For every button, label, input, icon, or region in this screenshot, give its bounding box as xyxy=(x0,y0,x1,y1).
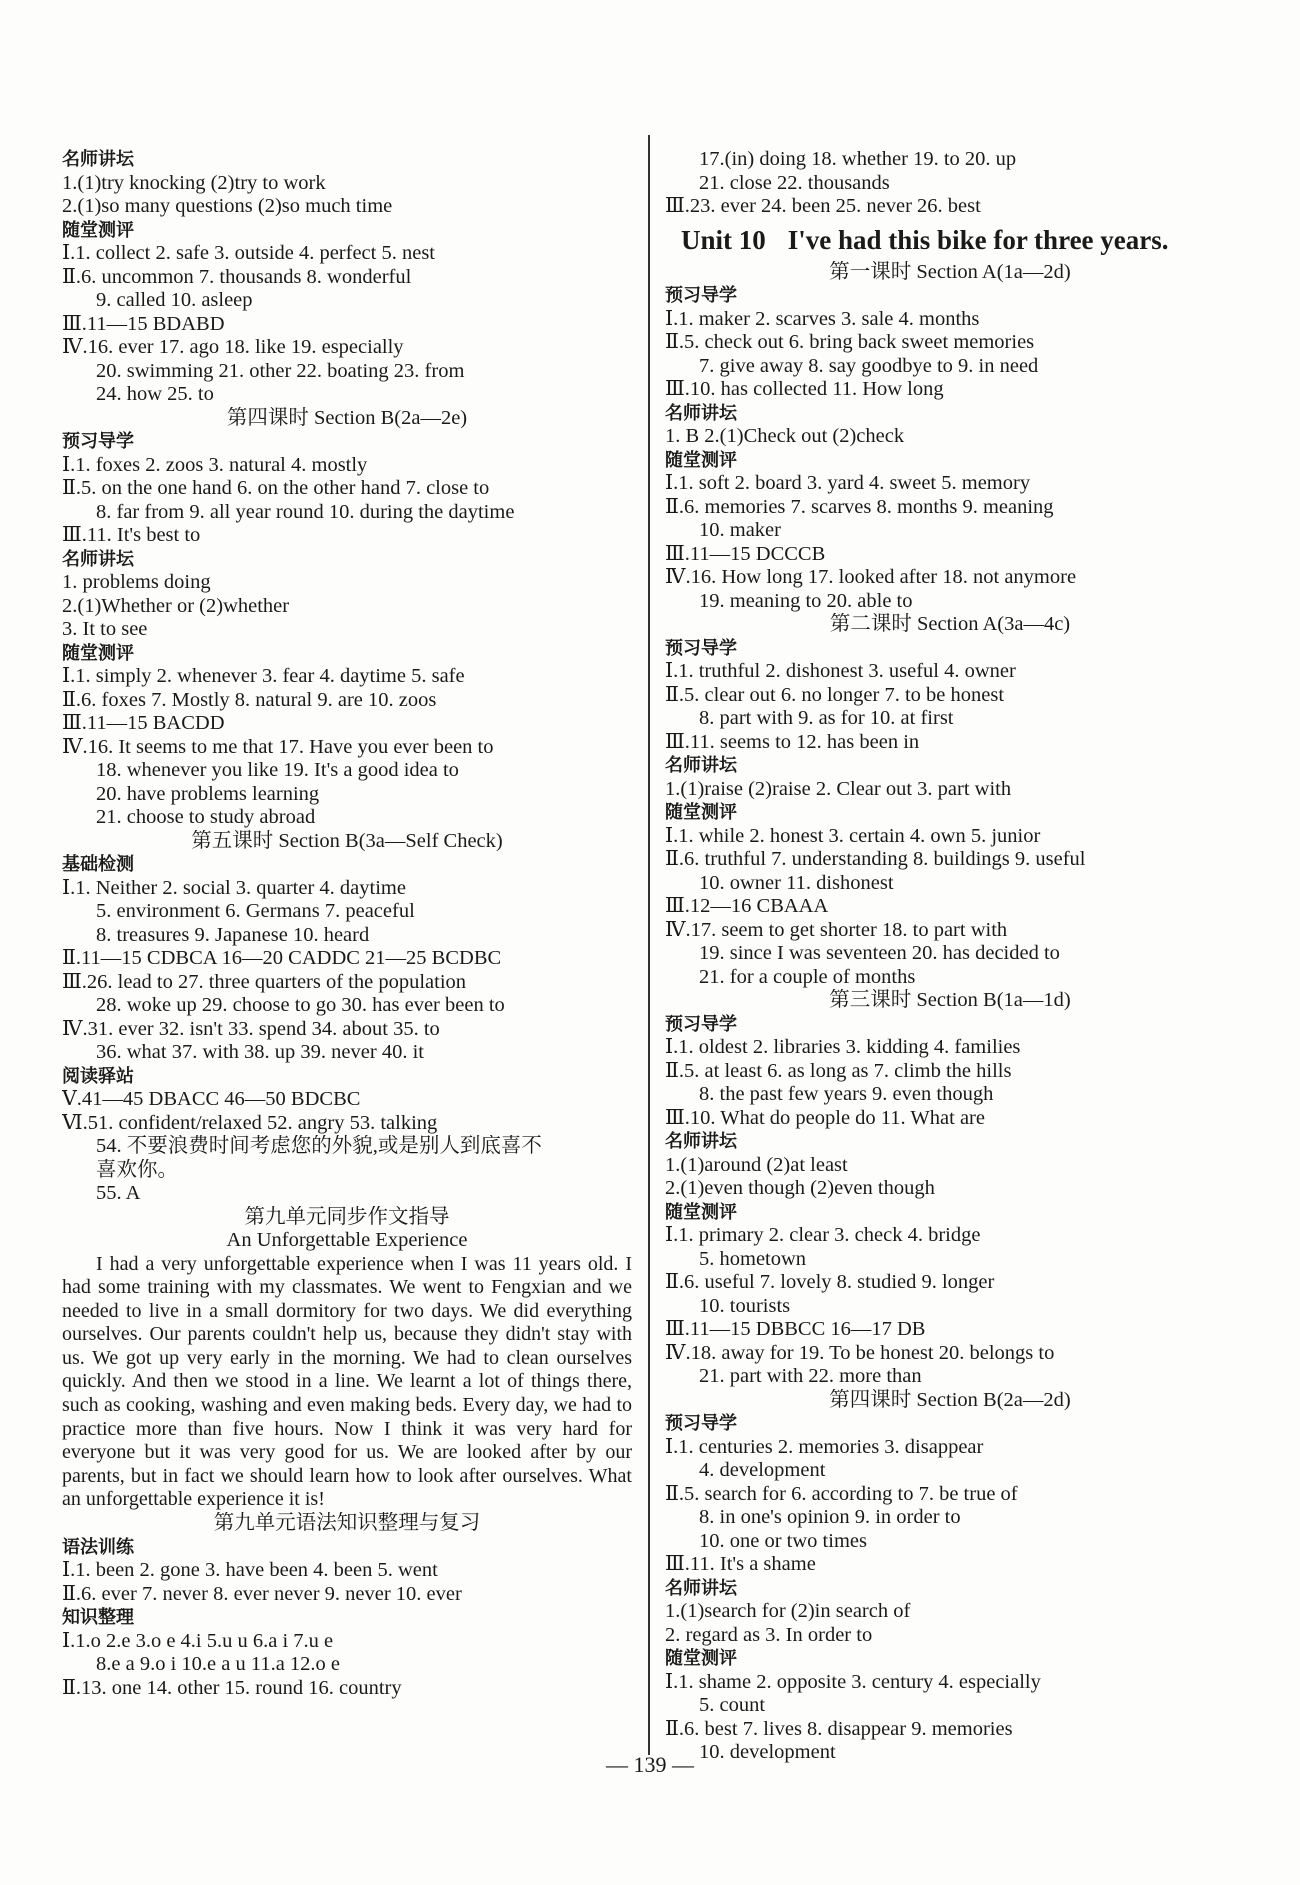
answer-line: Ⅱ.5. at least 6. as long as 7. climb the hills xyxy=(665,1059,1012,1082)
answer-line: Ⅲ.10. has collected 11. How long xyxy=(665,378,944,400)
answer-line: 21. close 22. thousands xyxy=(699,171,890,194)
answer-line: 20. have problems learning xyxy=(96,782,320,805)
section-heading: 随堂测评 xyxy=(665,449,737,471)
lesson-title: 第九单元语法知识整理与复习 xyxy=(213,1512,481,1535)
answer-line: Ⅰ.1. primary 2. clear 3. check 4. bridge xyxy=(665,1224,981,1246)
lesson-title: 第一课时 Section A(1a—2d) xyxy=(829,260,1071,283)
answer-line: Ⅳ.31. ever 32. isn't 33. spend 34. about 35. to xyxy=(62,1017,440,1040)
answer-line: Ⅱ.5. clear out 6. no longer 7. to be honest xyxy=(665,683,1005,706)
answer-line: 5. environment 6. Germans 7. peaceful xyxy=(96,900,415,922)
section-heading: 名师讲坛 xyxy=(665,402,737,424)
answer-line: 5. hometown xyxy=(699,1247,807,1270)
lesson-title: 第四课时 Section B(2a—2d) xyxy=(829,1388,1071,1411)
answer-line: Ⅱ.6. memories 7. scarves 8. months 9. meaning xyxy=(665,495,1054,518)
answer-line: 21. part with 22. more than xyxy=(699,1365,922,1387)
answer-line: Ⅵ.51. confident/relaxed 52. angry 53. talking xyxy=(62,1111,438,1134)
section-heading: 名师讲坛 xyxy=(665,1131,737,1152)
answer-line: 8. the past few years 9. even though xyxy=(699,1083,994,1105)
section-heading: 预习导学 xyxy=(665,1413,737,1434)
answer-line: 2.(1)so many questions (2)so much time xyxy=(62,195,393,217)
section-heading: 预习导学 xyxy=(665,1013,737,1035)
section-heading: 名师讲坛 xyxy=(62,149,134,170)
answer-line: 24. how 25. to xyxy=(96,383,214,405)
answer-line: 2.(1)Whether or (2)whether xyxy=(62,594,290,617)
lesson-title: 第五课时 Section B(3a—Self Check) xyxy=(191,829,503,852)
answer-line: Ⅲ.11. seems to 12. has been in xyxy=(665,730,920,753)
section-heading: 随堂测评 xyxy=(62,219,134,241)
answer-line: Ⅳ.16. It seems to me that 17. Have you ever been to xyxy=(62,735,494,758)
answer-line: 19. meaning to 20. able to xyxy=(699,589,913,612)
answer-line: Ⅰ.1. truthful 2. dishonest 3. useful 4. owner xyxy=(665,660,1016,682)
answer-line: Ⅱ.5. search for 6. according to 7. be true of xyxy=(665,1482,1018,1505)
lesson-title: 第二课时 Section A(3a—4c) xyxy=(829,613,1071,635)
answer-line: 3. It to see xyxy=(62,618,148,640)
answer-line: 20. swimming 21. other 22. boating 23. from xyxy=(96,359,465,382)
answer-line: Ⅱ.6. best 7. lives 8. disappear 9. memories xyxy=(665,1717,1013,1740)
section-heading: 阅读驿站 xyxy=(62,1065,134,1087)
answer-line: Ⅲ.11. It's a shame xyxy=(665,1553,816,1575)
answer-line: Ⅰ.1. centuries 2. memories 3. disappear xyxy=(665,1435,984,1458)
answer-line: Ⅱ.6. useful 7. lovely 8. studied 9. longer xyxy=(665,1271,995,1293)
answer-line: 4. development xyxy=(699,1459,826,1481)
answer-line: Ⅰ.1. been 2. gone 3. have been 4. been 5. went xyxy=(62,1559,438,1582)
answer-line: 17.(in) doing 18. whether 19. to 20. up xyxy=(699,148,1017,170)
answer-line: Ⅱ.6. foxes 7. Mostly 8. natural 9. are 10. zoos xyxy=(62,688,437,711)
section-heading: 随堂测评 xyxy=(665,802,737,823)
left-column xyxy=(62,148,632,1700)
answer-line: 8. treasures 9. Japanese 10. heard xyxy=(96,923,370,946)
answer-line: Ⅰ.1.o 2.e 3.o e 4.i 5.u u 6.a i 7.u e xyxy=(62,1629,334,1652)
answer-line: 2.(1)even though (2)even though xyxy=(665,1177,935,1199)
answer-line: Ⅲ.10. What do people do 11. What are xyxy=(665,1106,985,1129)
answer-line: 1.(1)around (2)at least xyxy=(665,1153,848,1176)
answer-line: Ⅱ.6. uncommon 7. thousands 8. wonderful xyxy=(62,265,412,288)
lesson-title: 第九单元同步作文指导 xyxy=(244,1205,450,1228)
answer-line: Ⅲ.11—15 DCCCB xyxy=(665,542,826,565)
answer-line: Ⅰ.1. soft 2. board 3. yard 4. sweet 5. memory xyxy=(665,472,1031,494)
answer-line: 10. maker xyxy=(699,519,781,541)
answer-line: 10. one or two times xyxy=(699,1529,867,1552)
lesson-title: 第三课时 Section B(1a—1d) xyxy=(829,989,1071,1011)
answer-line: Ⅰ.1. oldest 2. libraries 3. kidding 4. families xyxy=(665,1036,1021,1058)
answer-line: 1.(1)raise (2)raise 2. Clear out 3. part with xyxy=(665,777,1012,800)
answer-line: 10. tourists xyxy=(699,1294,791,1317)
essay-paragraph: I had a very unforgettable experience when I was 11 years old. I had some training with my classmates. We went to Fengxian and we needed to live in a small dormitory for two days. We did everything ourselves. Our parents couldn't help us, because they didn't stay with us. We got up very early in the morning. We had to clean ourselves quickly. And then we stood in a line. We learnt a lot of things there, such as cooking, washing and even making beds. Every day, we had to practice more than five hours. Now I think it was very hard for everyone but it was very good for us. We are looked after by our parents, but in fact we should learn how to look after ourselves. What an unforgettable experience it is! xyxy=(62,1252,632,1511)
answer-line: 7. give away 8. say goodbye to 9. in need xyxy=(699,354,1039,377)
unit-name: I've had this bike for three years. xyxy=(787,224,1169,255)
answer-line: Ⅳ.17. seem to get shorter 18. to part with xyxy=(665,918,1008,941)
answer-line: Ⅱ.6. truthful 7. understanding 8. buildings 9. useful xyxy=(665,848,1086,870)
unit-title xyxy=(665,219,1235,261)
answer-line: 19. since I was seventeen 20. has decided to xyxy=(699,942,1060,964)
lesson-title: An Unforgettable Experience xyxy=(226,1229,468,1251)
answer-line: Ⅲ.11—15 BDABD xyxy=(62,312,225,335)
answer-line: Ⅰ.1. maker 2. scarves 3. sale 4. months xyxy=(665,307,980,330)
answer-line: 1. problems doing xyxy=(62,571,211,593)
section-heading: 随堂测评 xyxy=(62,642,134,664)
lesson-title: 第四课时 Section B(2a—2e) xyxy=(226,406,468,429)
answer-line: 喜欢你。 xyxy=(96,1158,178,1181)
answer-line: Ⅰ.1. while 2. honest 3. certain 4. own 5. junior xyxy=(665,824,1041,847)
answer-line: 9. called 10. asleep xyxy=(96,289,253,311)
column-divider xyxy=(648,135,650,1755)
section-heading: 名师讲坛 xyxy=(62,548,134,570)
answer-line: Ⅱ.6. ever 7. never 8. ever never 9. never 10. ever xyxy=(62,1582,462,1605)
answer-line: 1.(1)search for (2)in search of xyxy=(665,1600,911,1622)
answer-line: 54. 不要浪费时间考虑您的外貌,或是别人到底喜不 xyxy=(96,1135,542,1157)
section-heading: 基础检测 xyxy=(62,854,134,875)
answer-line: 10. owner 11. dishonest xyxy=(699,871,894,894)
answer-line: Ⅲ.11—15 BACDD xyxy=(62,712,225,734)
answer-line: 28. woke up 29. choose to go 30. has ever been to xyxy=(96,994,505,1016)
answer-line: Ⅰ.1. foxes 2. zoos 3. natural 4. mostly xyxy=(62,453,368,476)
answer-line: Ⅰ.1. shame 2. opposite 3. century 4. especially xyxy=(665,1670,1041,1693)
section-heading: 名师讲坛 xyxy=(665,1577,737,1599)
page-number: — 139 — xyxy=(606,1752,694,1777)
answer-line: 1. B 2.(1)Check out (2)check xyxy=(665,425,905,447)
answer-line: Ⅳ.18. away for 19. To be honest 20. belongs to xyxy=(665,1341,1055,1364)
section-heading: 名师讲坛 xyxy=(665,755,737,776)
answer-line: 21. for a couple of months xyxy=(699,965,916,988)
section-heading: 语法训练 xyxy=(62,1536,134,1558)
answer-line: 10. development xyxy=(699,1741,836,1763)
answer-line: Ⅲ.11—15 DBBCC 16—17 DB xyxy=(665,1318,926,1340)
answer-line: Ⅳ.16. ever 17. ago 18. like 19. especially xyxy=(62,336,404,358)
answer-line: 8. far from 9. all year round 10. during the daytime xyxy=(96,500,515,523)
section-heading: 预习导学 xyxy=(665,637,737,659)
unit-number: Unit 10 xyxy=(681,224,766,255)
answer-line: Ⅱ.13. one 14. other 15. round 16. country xyxy=(62,1676,402,1699)
answer-line: 1.(1)try knocking (2)try to work xyxy=(62,171,326,194)
answer-line: 8. in one's opinion 9. in order to xyxy=(699,1506,961,1528)
answer-line: Ⅲ.11. It's best to xyxy=(62,524,201,546)
right-column xyxy=(665,148,1235,1765)
answer-line: Ⅱ.5. on the one hand 6. on the other hand 7. close to xyxy=(62,477,490,499)
answer-line: Ⅰ.1. Neither 2. social 3. quarter 4. daytime xyxy=(62,876,406,899)
answer-line: Ⅰ.1. simply 2. whenever 3. fear 4. daytime 5. safe xyxy=(62,665,465,687)
answer-line: 8.e a 9.o i 10.e a u 11.a 12.o e xyxy=(96,1653,341,1676)
answer-line: 5. count xyxy=(699,1694,766,1716)
answer-line: Ⅲ.23. ever 24. been 25. never 26. best xyxy=(665,195,981,217)
answer-line: Ⅴ.41—45 DBACC 46—50 BDCBC xyxy=(62,1088,361,1110)
answer-line: Ⅲ.26. lead to 27. three quarters of the population xyxy=(62,970,467,993)
section-heading: 预习导学 xyxy=(62,431,134,452)
answer-line: Ⅳ.16. How long 17. looked after 18. not anymore xyxy=(665,566,1077,588)
section-heading: 预习导学 xyxy=(665,285,737,306)
answer-line: 18. whenever you like 19. It's a good idea to xyxy=(96,759,459,781)
section-heading: 随堂测评 xyxy=(665,1648,737,1669)
section-heading: 知识整理 xyxy=(62,1607,134,1629)
answer-line: 55. A xyxy=(96,1182,141,1204)
answer-line: Ⅱ.11—15 CDBCA 16—20 CADDC 21—25 BCDBC xyxy=(62,947,502,969)
answer-line: 21. choose to study abroad xyxy=(96,806,316,828)
answer-line: Ⅰ.1. collect 2. safe 3. outside 4. perfect 5. nest xyxy=(62,242,435,264)
answer-line: 8. part with 9. as for 10. at first xyxy=(699,707,954,729)
answer-line: 36. what 37. with 38. up 39. never 40. it xyxy=(96,1041,424,1063)
section-heading: 随堂测评 xyxy=(665,1201,737,1223)
answer-line: Ⅱ.5. check out 6. bring back sweet memories xyxy=(665,331,1035,353)
answer-line: 2. regard as 3. In order to xyxy=(665,1623,873,1646)
answer-line: Ⅲ.12—16 CBAAA xyxy=(665,895,829,917)
